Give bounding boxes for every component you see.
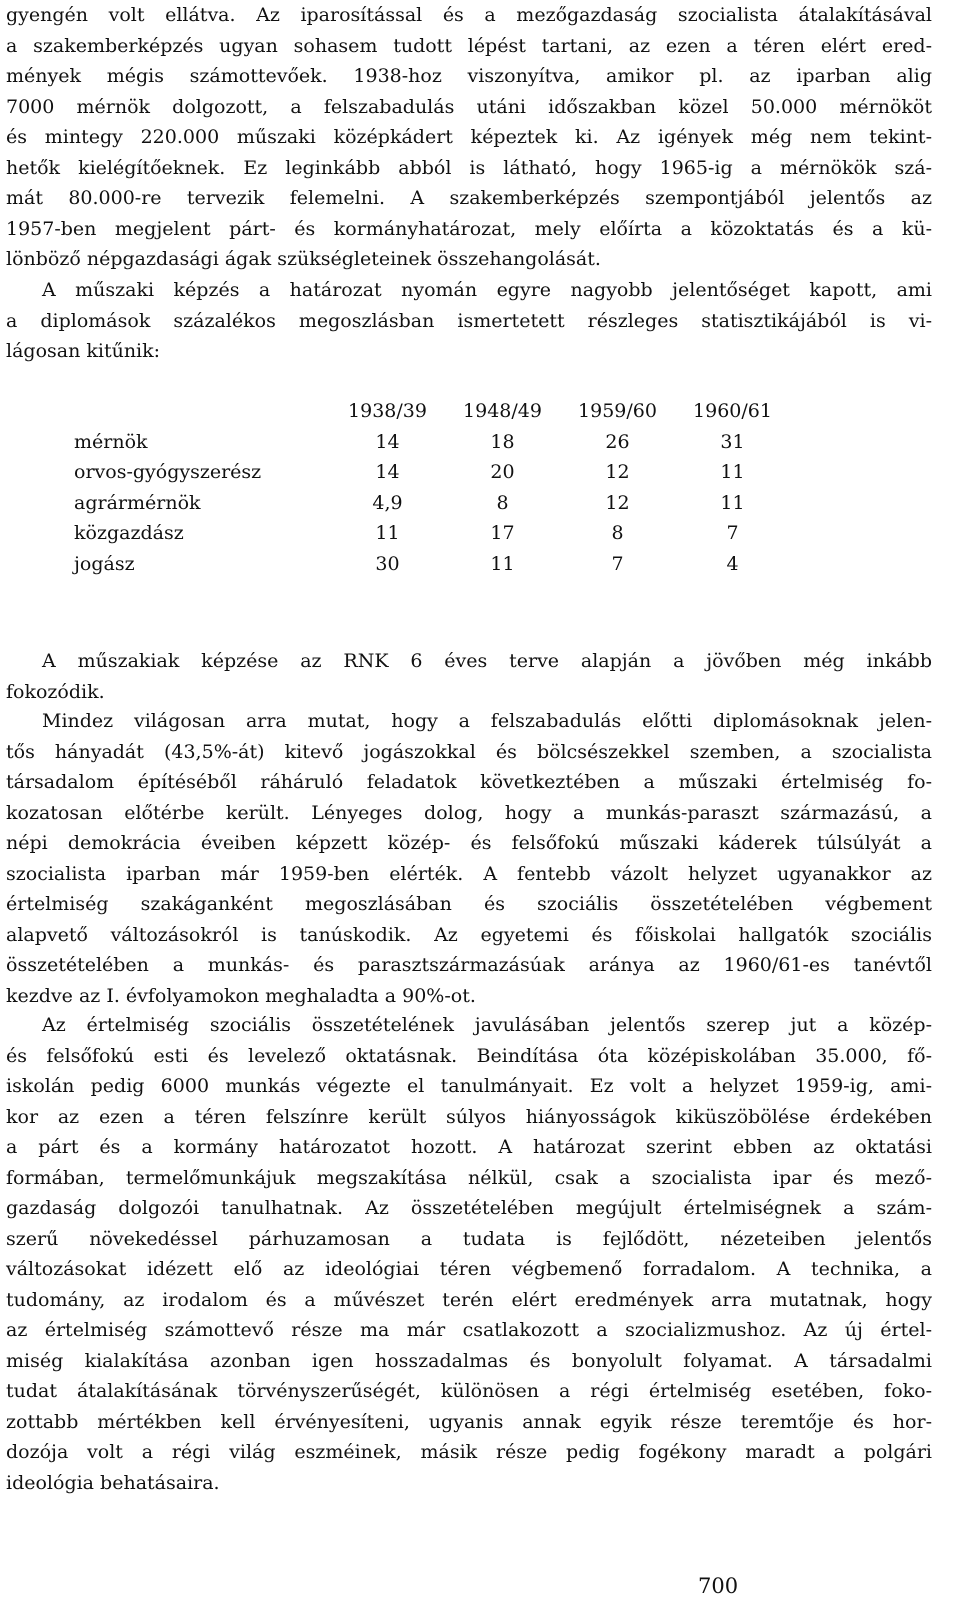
text-line: mények mégis számottevőek. 1938-hoz viszonyítva, amikor pl. az iparban alig — [6, 65, 932, 87]
text-line: a párt és a kormány határozatot hozott. A határozat szerint ebben az oktatási — [6, 1136, 932, 1158]
paragraph-1 — [6, 0, 932, 275]
text-line: értelmiség szakáganként megoszlásában és szociális összetételében végbement — [6, 893, 932, 915]
table-header-cell: 1960/61 — [693, 400, 772, 423]
text-line: lágosan kitűnik: — [6, 340, 161, 362]
text-line: szerű növekedéssel párhuzamosan a tudata is fejlődött, nézeteiben jelentős — [6, 1227, 932, 1250]
text-line: gyengén volt ellátva. Az iparosítással és a mezőgazdaság szocialista átalakításával — [6, 4, 932, 26]
table-cell: 14 — [375, 461, 400, 484]
text-line: társadalom építéséből ráháruló feladatok következtében a műszaki értelmiség fo- — [6, 771, 932, 793]
table-cell: 26 — [605, 430, 630, 453]
text-line: 1957-ben megjelent párt- és kormányhatározat, mely előírta a közoktatás és a kü- — [6, 217, 932, 240]
table-row — [74, 427, 790, 458]
graduates-distribution-table — [74, 396, 790, 579]
table-row — [74, 457, 790, 488]
table-cell: 11 — [490, 552, 515, 575]
text-line: összetételében a munkás- és parasztszármazásúak aránya az 1960/61-es tanévtől — [6, 954, 932, 976]
table-cell: 17 — [490, 522, 515, 545]
page-number: 700 — [698, 1574, 739, 1598]
table-cell: 8 — [611, 522, 624, 545]
table-header-cell: 1938/39 — [348, 400, 427, 423]
table-cell: mérnök — [74, 430, 148, 453]
table-cell: 20 — [490, 461, 515, 484]
text-line: gazdaság dolgozói tanulhatnak. Az összetételében megújult értelmiségnek a szám- — [6, 1197, 932, 1219]
table-cell: 7 — [611, 552, 624, 575]
text-line: Mindez világosan arra mutat, hogy a felszabadulás előtti diplomásoknak jelen- — [42, 710, 932, 732]
table-cell: 11 — [720, 461, 745, 484]
text-line: kezdve az I. évfolyamokon meghaladta a 90%-ot. — [6, 984, 476, 1007]
table-header-cell: 1948/49 — [463, 400, 542, 423]
text-line: a diplomások százalékos megoszlásban ismertetett részleges statisztikájából is vi- — [6, 309, 932, 332]
table-cell: 18 — [490, 430, 515, 453]
text-line: szocialista iparban már 1959-ben elérték. A fentebb vázolt helyzet ugyanakkor az — [6, 862, 932, 885]
table-cell: 7 — [726, 522, 739, 545]
text-line: tudomány, az irodalom és a művészet terén elért eredmények arra mutatnak, hogy — [6, 1288, 932, 1311]
text-line: mát 80.000-re tervezik felemelni. A szakemberképzés szempontjából jelentős az — [6, 187, 932, 209]
text-line: zottabb mértékben kell érvényesíteni, ugyanis annak egyik része teremtője és hor- — [6, 1410, 932, 1433]
table-cell: 4,9 — [372, 491, 403, 514]
text-line: és mintegy 220.000 műszaki középkádert képeztek ki. Az igények még nem tekint- — [6, 126, 932, 148]
text-line: A műszakiak képzése az RNK 6 éves terve alapján a jövőben még inkább — [42, 650, 932, 672]
table-cell: 4 — [726, 552, 739, 575]
text-line: népi demokrácia éveiben képzett közép- és felsőfokú műszaki káderek túlsúlyát a — [6, 832, 932, 854]
table-cell: 30 — [375, 552, 400, 575]
text-line: 7000 mérnök dolgozott, a felszabadulás utáni időszakban közel 50.000 mérnököt — [6, 95, 932, 118]
table-row — [74, 488, 790, 519]
text-line: tős hányadát (43,5%-át) kitevő jogászokkal és bölcsészekkel szemben, a szocialista — [6, 740, 932, 763]
text-line: fokozódik. — [6, 680, 105, 703]
table-cell: 11 — [720, 491, 745, 514]
text-line: A műszaki képzés a határozat nyomán egyre nagyobb jelentőséget kapott, ami — [42, 279, 932, 301]
table-cell: 31 — [720, 430, 745, 453]
statistics-table-wrapper — [74, 396, 790, 579]
table-cell: 12 — [605, 491, 630, 514]
table-cell: jogász — [74, 552, 135, 575]
text-line: iskolán pedig 6000 munkás végezte el tanulmányait. Ez volt a helyzet 1959-ig, ami- — [6, 1075, 932, 1097]
paragraph-3 — [6, 646, 932, 707]
paragraph-2 — [6, 275, 932, 367]
text-line: Az értelmiség szociális összetételének javulásában jelentős szerep jut a közép- — [42, 1014, 932, 1036]
text-line: a szakemberképzés ugyan sohasem tudott lépést tartani, az ezen a téren elért ered- — [6, 34, 932, 57]
table-header-cell: 1959/60 — [578, 400, 657, 423]
text-line: az értelmiség számottevő része ma már csatlakozott a szocializmushoz. Az új értel- — [6, 1319, 932, 1341]
table-cell: 12 — [605, 461, 630, 484]
text-line: kozatosan előtérbe került. Lényeges dolog, hogy a munkás-paraszt származású, a — [6, 801, 932, 824]
table-cell: orvos-gyógyszerész — [74, 461, 262, 484]
text-line: és felsőfokú esti és levelező oktatásnak. Beindítása óta középiskolában 35.000, fő- — [6, 1044, 932, 1067]
table-cell: 14 — [375, 430, 400, 453]
table-cell: 8 — [496, 491, 509, 514]
paragraph-4 — [6, 706, 932, 1011]
text-line: változásokat idézett elő az ideológiai téren végbemenő forradalom. A technika, a — [6, 1258, 932, 1280]
table-header-cell — [74, 396, 330, 427]
paragraph-5 — [6, 1010, 932, 1498]
table-row — [74, 549, 790, 580]
text-line: dozója volt a régi világ eszméinek, másik része pedig fogékony maradt a polgári — [6, 1441, 932, 1463]
text-line: formában, termelőmunkájuk megszakítása nélkül, csak a szocialista ipar és mező- — [6, 1166, 932, 1189]
text-line: ideológia behatásaira. — [6, 1471, 220, 1494]
text-line: tudat átalakításának törvényszerűségét, különösen a régi értelmiség esetében, foko- — [6, 1380, 932, 1402]
table-cell: agrármérnök — [74, 491, 201, 514]
text-line: miség kialakítása azonban igen hosszadalmas és bonyolult folyamat. A társadalmi — [6, 1349, 932, 1372]
table-header-row — [74, 396, 790, 427]
table-cell: 11 — [375, 522, 400, 545]
text-line: hetők kielégítőeknek. Ez leginkább abból is látható, hogy 1965-ig a mérnökök szá- — [6, 156, 932, 179]
text-line: alapvető változásokról is tanúskodik. Az egyetemi és főiskolai hallgatók szociális — [6, 923, 932, 946]
table-row — [74, 518, 790, 549]
text-line: kor az ezen a téren felszínre került súlyos hiányosságok kiküszöbölése érdekében — [6, 1105, 932, 1128]
text-line: lönböző népgazdasági ágak szükségleteinek összehangolását. — [6, 248, 601, 270]
table-cell: közgazdász — [74, 522, 184, 545]
